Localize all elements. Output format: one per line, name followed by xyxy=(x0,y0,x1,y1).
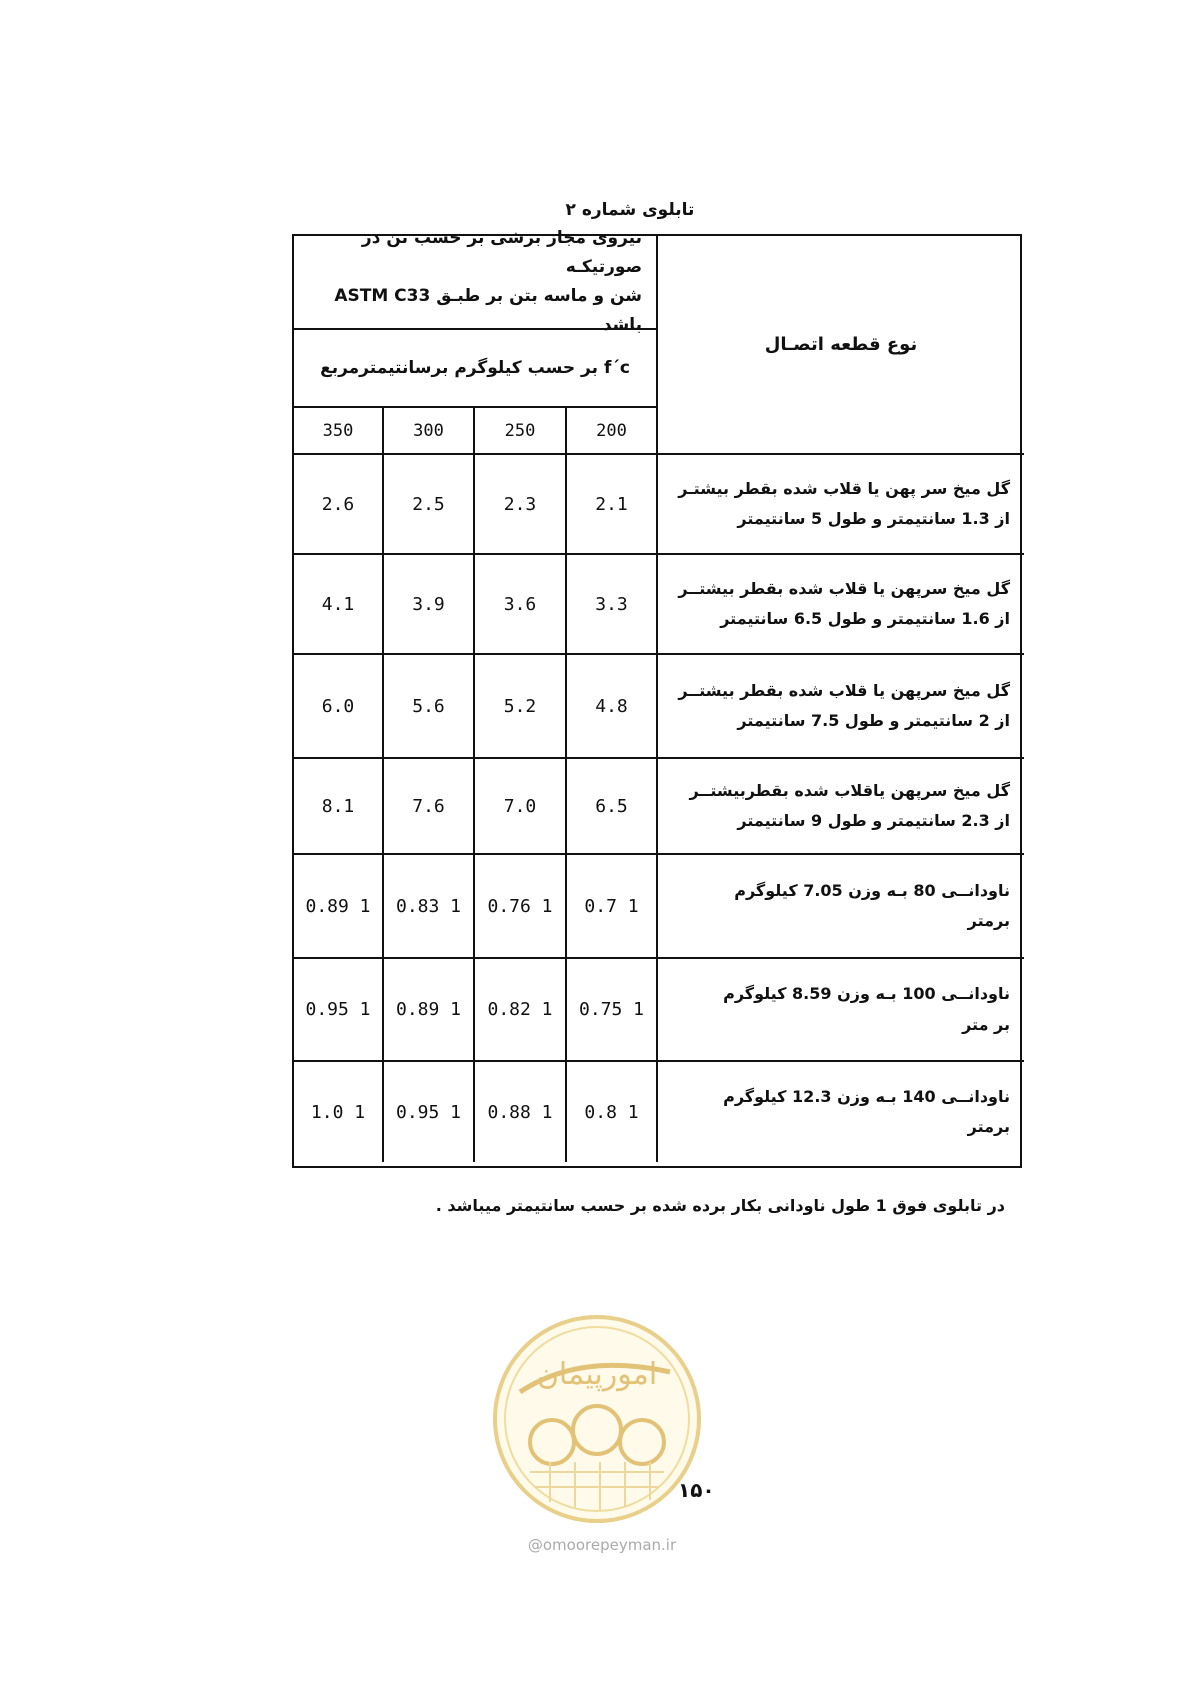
table-title: تابلوی شماره ۲ xyxy=(565,200,695,220)
row-label-5 xyxy=(658,855,1024,959)
cell-r7-350: 1.0 1 xyxy=(294,1062,384,1162)
cell-r6-300: 0.89 1 xyxy=(384,959,475,1062)
cell-r3-350: 6.0 xyxy=(294,655,384,759)
cell-r4-200: 6.5 xyxy=(567,759,658,855)
cell-r5-300: 0.83 1 xyxy=(384,855,475,959)
row-label-6-line2: بر متر xyxy=(962,1014,1010,1034)
cell-r5-250: 0.76 1 xyxy=(475,855,567,959)
cell-r2-200: 3.3 xyxy=(567,555,658,655)
cell-r3-300: 5.6 xyxy=(384,655,475,759)
cell-r3-250: 5.2 xyxy=(475,655,567,759)
row-label-6 xyxy=(658,959,1024,1062)
row-label-4-line1: گل میخ سرپهن یاقلاب شده بقطربیشتــر xyxy=(689,780,1010,800)
shear-header-line2: شن و ماسه بتن بر طبـق ASTM C33 باشد xyxy=(334,286,642,335)
cell-r2-250: 3.6 xyxy=(475,555,567,655)
cell-r6-250: 0.82 1 xyxy=(475,959,567,1062)
fc-column-300: 300 xyxy=(384,408,475,455)
cell-r1-300: 2.5 xyxy=(384,455,475,555)
row-label-3-line2: از 2 سانتیمتر و طول 7.5 سانتیمتر xyxy=(737,711,1010,730)
shear-capacity-table xyxy=(292,228,1022,1168)
row-label-3-line1: گل میخ سرپهن یا قلاب شده بقطر بیشتــر xyxy=(678,680,1010,700)
cell-r7-300: 0.95 1 xyxy=(384,1062,475,1162)
cell-r4-300: 7.6 xyxy=(384,759,475,855)
row-label-5-line1: ناودانــی 80 بـه وزن 7.05 کیلوگرم xyxy=(734,880,1010,900)
cell-r7-200: 0.8 1 xyxy=(567,1062,658,1162)
row-label-7 xyxy=(658,1062,1024,1162)
footnote: در تابلوی فوق 1 طول ناودانی بکار برده شده بر حسب سانتیمتر میباشد . xyxy=(435,1196,1005,1215)
row-label-2-line2: از 1.6 سانتیمتر و طول 6.5 سانتیمتر xyxy=(720,609,1010,628)
fc-column-250: 250 xyxy=(475,408,567,455)
row-label-2 xyxy=(658,555,1024,655)
watermark: @omoorepeyman.ir xyxy=(527,1536,677,1554)
cell-r4-350: 8.1 xyxy=(294,759,384,855)
cell-r2-350: 4.1 xyxy=(294,555,384,655)
cell-r1-200: 2.1 xyxy=(567,455,658,555)
connector-type-header: نوع قطعه اتصـال xyxy=(658,236,1024,455)
row-label-1-line2: از 1.3 سانتیمتر و طول 5 سانتیمتر xyxy=(737,509,1010,528)
page-number: ۱۵۰ xyxy=(678,1478,715,1502)
shear-header-line1: نیروی مجاز برشی بر حسب تن در صورتیکـه xyxy=(361,228,642,278)
row-label-7-line2: برمتر xyxy=(967,1117,1010,1136)
seal-text: امورپیمان xyxy=(536,1357,658,1392)
row-label-5-line2: برمتر xyxy=(967,911,1010,930)
shear-header xyxy=(294,228,658,335)
row-label-3 xyxy=(658,655,1024,759)
cell-r5-200: 0.7 1 xyxy=(567,855,658,959)
row-label-4 xyxy=(658,759,1024,855)
fc-column-200: 200 xyxy=(567,408,658,455)
fc-column-350: 350 xyxy=(294,408,384,455)
row-label-7-line1: ناودانــی 140 بـه وزن 12.3 کیلوگرم xyxy=(723,1086,1010,1106)
row-label-2-line1: گل میخ سرپهن یا قلاب شده بقطر بیشتــر xyxy=(678,578,1010,598)
cell-r3-200: 4.8 xyxy=(567,655,658,759)
row-label-6-line1: ناودانــی 100 بـه وزن 8.59 کیلوگرم xyxy=(723,984,1010,1004)
cell-r4-250: 7.0 xyxy=(475,759,567,855)
row-label-1-line1: گل میخ سر پهن یا قلاب شده بقطر بیشتـر xyxy=(678,478,1010,498)
cell-r7-250: 0.88 1 xyxy=(475,1062,567,1162)
seal-logo xyxy=(490,1312,704,1526)
row-label-1 xyxy=(658,455,1024,555)
cell-r2-300: 3.9 xyxy=(384,555,475,655)
cell-r5-350: 0.89 1 xyxy=(294,855,384,959)
cell-r1-350: 2.6 xyxy=(294,455,384,555)
cell-r6-200: 0.75 1 xyxy=(567,959,658,1062)
row-label-4-line2: از 2.3 سانتیمتر و طول 9 سانتیمتر xyxy=(737,811,1010,830)
fc-unit-header: f´c بر حسب کیلوگرم برسانتیمترمربع xyxy=(294,330,658,408)
cell-r1-250: 2.3 xyxy=(475,455,567,555)
cell-r6-350: 0.95 1 xyxy=(294,959,384,1062)
